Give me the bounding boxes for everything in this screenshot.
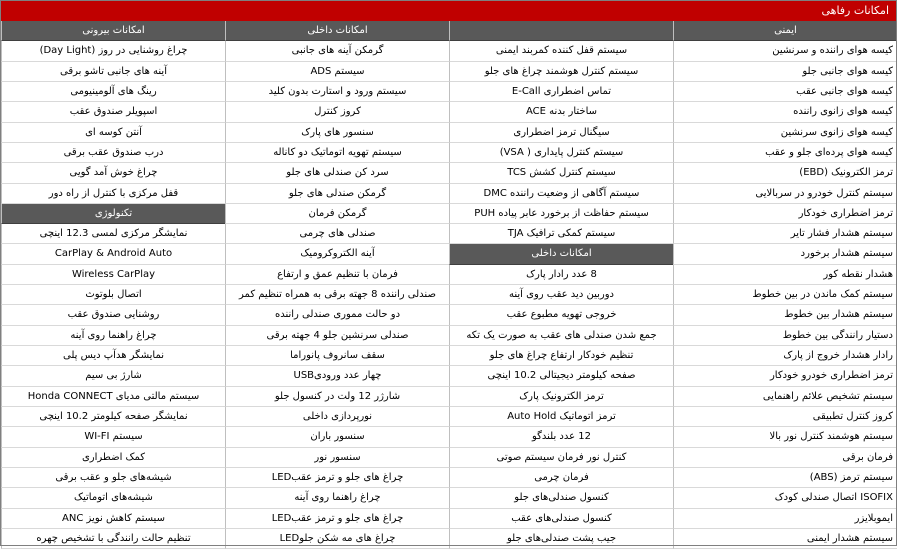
feature-cell: 8 عدد رادار پارک <box>449 265 673 285</box>
column-safety <box>673 21 897 549</box>
feature-cell: آینه های جانبی تاشو برقی <box>1 62 225 82</box>
feature-cell: سیستم ADS <box>225 62 449 82</box>
feature-cell: سیستم هشدار ایمنی <box>673 529 897 549</box>
feature-cell: چهار عدد ورودیUSB <box>225 366 449 386</box>
feature-cell: رینگ های آلومینیومی <box>1 82 225 102</box>
feature-cell: چراغ راهنما روی آینه <box>1 326 225 346</box>
feature-cell: ترمز اضطراری خودکار <box>673 204 897 224</box>
feature-cell: کیسه هوای پرده‌ای جلو و عقب <box>673 143 897 163</box>
feature-cell: تماس اضطراری E-Call <box>449 82 673 102</box>
feature-cell: فرمان با تنظیم عمق و ارتفاع <box>225 265 449 285</box>
feature-cell: Wireless CarPlay <box>1 265 225 285</box>
feature-cell: دوربین دید عقب روی آینه <box>449 285 673 305</box>
section-header: امکانات داخلی <box>449 244 673 264</box>
feature-cell: ساختار بدنه ACE <box>449 102 673 122</box>
feature-cell: تنظیم حالت رانندگی با تشخیص چهره <box>1 529 225 549</box>
feature-cell: گرمکن فرمان <box>225 204 449 224</box>
feature-cell: سیستم کنترل هوشمند چراغ های جلو <box>449 62 673 82</box>
feature-cell: کروز کنترل تطبیقی <box>673 407 897 427</box>
column-interior <box>225 21 449 549</box>
feature-cell: کیسه هوای راننده و سرنشین <box>673 41 897 61</box>
feature-cell: سیگنال ترمز اضطراری <box>449 123 673 143</box>
feature-cell: سیستم WI-FI <box>1 427 225 447</box>
feature-cell: کروز کنترل <box>225 102 449 122</box>
feature-cell: نمایشگر هدآپ دیس پلی <box>1 346 225 366</box>
feature-cell: شیشه‌های جلو و عقب برقی <box>1 468 225 488</box>
feature-cell: سیستم تهویه اتوماتیک دو کاناله <box>225 143 449 163</box>
feature-cell: کنترل نور فرمان سیستم صوتی <box>449 448 673 468</box>
feature-cell: سیستم ترمز (ABS) <box>673 468 897 488</box>
feature-cell: نورپردازی داخلی <box>225 407 449 427</box>
feature-cell: ISOFIX اتصال صندلی کودک <box>673 488 897 508</box>
feature-cell: سنسور باران <box>225 427 449 447</box>
feature-cell: سیستم هشدار فشار تایر <box>673 224 897 244</box>
feature-cell: سیستم قفل کننده کمربند ایمنی <box>449 41 673 61</box>
section-header: تکنولوژی <box>1 204 225 224</box>
feature-cell: سقف سانروف پانوراما <box>225 346 449 366</box>
feature-cell: کمک اضطراری <box>1 448 225 468</box>
feature-cell: سیستم حفاظت از برخورد عابر پیاده PUH <box>449 204 673 224</box>
feature-cell: سیستم هشدار بین خطوط <box>673 305 897 325</box>
feature-cell: ترمز اضطراری خودرو خودکار <box>673 366 897 386</box>
feature-cell: کیسه هوای زانوی راننده <box>673 102 897 122</box>
feature-cell: کیسه هوای جانبی جلو <box>673 62 897 82</box>
section-header: امکانات بیرونی <box>1 21 225 41</box>
feature-cell: سرد کن صندلی های جلو <box>225 163 449 183</box>
feature-cell: سیستم هشدار برخورد <box>673 244 897 264</box>
feature-cell: چراغ راهنما روی آینه <box>225 488 449 508</box>
feature-cell: روشنایی صندوق عقب <box>1 305 225 325</box>
feature-cell: سیستم کنترل خودرو در سربالایی <box>673 184 897 204</box>
table-title: امکانات رفاهی <box>1 1 897 21</box>
feature-cell: ایموبلایزر <box>673 509 897 529</box>
feature-cell: کیسه هوای جانبی عقب <box>673 82 897 102</box>
feature-cell: سیستم کنترل پایداری ( VSA) <box>449 143 673 163</box>
feature-cell: سنسور های پارک <box>225 123 449 143</box>
feature-cell: سیستم هوشمند کنترل نور بالا <box>673 427 897 447</box>
feature-cell: قفل مرکزی با کنترل از راه دور <box>1 184 225 204</box>
feature-cell: تنظیم خودکار ارتفاع چراغ های جلو <box>449 346 673 366</box>
feature-cell: 12 عدد بلندگو <box>449 427 673 447</box>
feature-cell: سیستم آگاهی از وضعیت راننده DMC <box>449 184 673 204</box>
feature-cell: ترمز اتوماتیک Auto Hold <box>449 407 673 427</box>
feature-cell: گرمکن آینه های جانبی <box>225 41 449 61</box>
feature-cell: دو حالت مموری صندلی راننده <box>225 305 449 325</box>
feature-cell: سیستم کمک ماندن در بین خطوط <box>673 285 897 305</box>
section-header: ایمنی <box>673 21 897 41</box>
feature-cell: خروجی تهویه مطبوع عقب <box>449 305 673 325</box>
feature-cell: سیستم کنترل کشش TCS <box>449 163 673 183</box>
feature-cell: چراغ های جلو و ترمز عقبLED <box>225 509 449 529</box>
feature-cell: شارژ بی سیم <box>1 366 225 386</box>
feature-cell: شارژر 12 ولت در کنسول جلو <box>225 387 449 407</box>
feature-cell: آینه الکتروکرومیک <box>225 244 449 264</box>
feature-cell: رادار هشدار خروج از پارک <box>673 346 897 366</box>
feature-cell: سنسور نور <box>225 448 449 468</box>
feature-cell: جیب پشت صندلی‌های جلو <box>449 529 673 549</box>
feature-cell: چراغ های مه شکن جلوLED <box>225 529 449 549</box>
feature-cell: سیستم مالتی مدیای Honda CONNECT <box>1 387 225 407</box>
column-safety-continued <box>449 21 673 549</box>
feature-cell: ترمز الکترونیک (EBD) <box>673 163 897 183</box>
feature-cell: نمایشگر مرکزی لمسی 12.3 اینچی <box>1 224 225 244</box>
feature-cell: کنسول صندلی‌های جلو <box>449 488 673 508</box>
feature-cell: کیسه هوای زانوی سرنشین <box>673 123 897 143</box>
feature-cell: آنتن کوسه ای <box>1 123 225 143</box>
feature-cell: جمع شدن صندلی های عقب به صورت یک تکه <box>449 326 673 346</box>
feature-cell: سیستم تشخیص علائم راهنمایی <box>673 387 897 407</box>
feature-cell: صندلی راننده 8 جهته برقی به همراه تنظیم کمر <box>225 285 449 305</box>
feature-cell: صندلی سرنشین جلو 4 جهته برقی <box>225 326 449 346</box>
feature-cell: فرمان برقی <box>673 448 897 468</box>
feature-cell: سیستم کمکی ترافیک TJA <box>449 224 673 244</box>
feature-cell: اسپویلر صندوق عقب <box>1 102 225 122</box>
feature-cell: چراغ روشنایی در روز (Day Light) <box>1 41 225 61</box>
feature-cell: سیستم کاهش نویز ANC <box>1 509 225 529</box>
feature-cell: سیستم ورود و استارت بدون کلید <box>225 82 449 102</box>
feature-cell: اتصال بلوتوث <box>1 285 225 305</box>
feature-cell: درب صندوق عقب برقی <box>1 143 225 163</box>
feature-cell: نمایشگر صفحه کیلومتر 10.2 اینچی <box>1 407 225 427</box>
feature-cell: CarPlay & Android Auto <box>1 244 225 264</box>
feature-cell: چراغ های جلو و ترمز عقبLED <box>225 468 449 488</box>
section-header: امکانات داخلی <box>225 21 449 41</box>
feature-cell: گرمکن صندلی های جلو <box>225 184 449 204</box>
feature-cell: صندلی های چرمی <box>225 224 449 244</box>
feature-cell: شیشه‌های اتوماتیک <box>1 488 225 508</box>
column-exterior <box>1 21 225 549</box>
feature-cell: فرمان چرمی <box>449 468 673 488</box>
feature-cell: دستیار رانندگی بین خطوط <box>673 326 897 346</box>
feature-cell: چراغ خوش آمد گویی <box>1 163 225 183</box>
feature-cell: ترمز الکترونیک پارک <box>449 387 673 407</box>
feature-cell: کنسول صندلی‌های عقب <box>449 509 673 529</box>
feature-cell: هشدار نقطه کور <box>673 265 897 285</box>
feature-cell: صفحه کیلومتر دیجیتالی 10.2 اینچی <box>449 366 673 386</box>
section-header <box>449 21 673 41</box>
